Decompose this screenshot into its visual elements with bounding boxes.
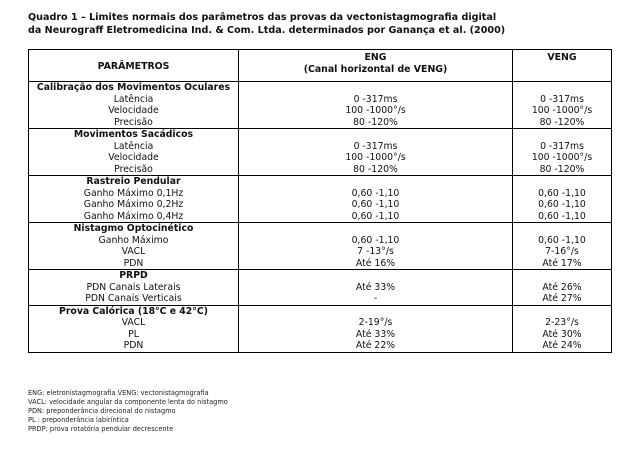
table-caption <box>28 11 608 37</box>
footnote: PRDP: prova rotatória pendular decrescente <box>28 425 174 433</box>
table-row <box>29 141 612 153</box>
header-veng: VENG <box>513 50 612 82</box>
table-row <box>29 105 612 117</box>
veng-value-cell: 0 -317ms <box>513 141 612 153</box>
parameter-cell: Velocidade <box>29 152 239 164</box>
table-row <box>29 317 612 329</box>
parameter-cell: Ganho Máximo 0,1Hz <box>29 188 239 200</box>
veng-value-cell: Até 30% <box>513 329 612 341</box>
parameter-cell: PDN <box>29 258 239 270</box>
veng-value-cell: 0,60 -1,10 <box>513 211 612 223</box>
table-row <box>29 117 612 129</box>
veng-value-cell: 0,60 -1,10 <box>513 199 612 211</box>
empty-cell <box>513 305 612 317</box>
empty-cell <box>239 223 513 235</box>
parameter-cell: Precisão <box>29 117 239 129</box>
empty-cell <box>513 176 612 188</box>
veng-value-cell: 0,60 -1,10 <box>513 188 612 200</box>
eng-value-cell: 100 -1000°/s <box>239 152 513 164</box>
veng-value-cell: 80 -120% <box>513 117 612 129</box>
table-row <box>29 235 612 247</box>
parameter-cell: Ganho Máximo 0,2Hz <box>29 199 239 211</box>
caption-line-2: da Neurograff Eletromedicina Ind. & Com. Ltda. determinados por Ganança et al. (2000) <box>28 25 506 36</box>
eng-value-cell: 7 -13°/s <box>239 246 513 258</box>
table-row <box>29 282 612 294</box>
footnote: PDN: preponderância direcional do nistagmo <box>28 407 176 415</box>
header-parameters: PARÂMETROS <box>29 50 239 82</box>
eng-value-cell: Até 16% <box>239 258 513 270</box>
empty-cell <box>239 305 513 317</box>
parameter-cell: PDN Canais Laterais <box>29 282 239 294</box>
group-header-row <box>29 305 612 317</box>
empty-cell <box>239 270 513 282</box>
header-row <box>29 50 612 82</box>
veng-value-cell: 100 -1000°/s <box>513 152 612 164</box>
eng-value-cell: 80 -120% <box>239 117 513 129</box>
veng-value-cell: 7-16°/s <box>513 246 612 258</box>
parameter-cell: Ganho Máximo 0,4Hz <box>29 211 239 223</box>
eng-value-cell: Até 33% <box>239 282 513 294</box>
table-row <box>29 329 612 341</box>
table-row <box>29 258 612 270</box>
eng-value-cell: 0,60 -1,10 <box>239 235 513 247</box>
footnotes <box>28 389 608 434</box>
parameter-cell: PDN <box>29 340 239 352</box>
group-header-row <box>29 82 612 94</box>
group-header-row <box>29 223 612 235</box>
parameter-cell: Latência <box>29 94 239 106</box>
parameters-table <box>28 49 612 353</box>
caption-line-1: Quadro 1 – Limites normais dos parâmetros das provas da vectonistagmografia digital <box>28 12 497 23</box>
parameter-cell: VACL <box>29 246 239 258</box>
eng-value-cell: 2-19°/s <box>239 317 513 329</box>
empty-cell <box>239 82 513 94</box>
empty-cell <box>513 129 612 141</box>
table-row <box>29 152 612 164</box>
veng-value-cell: 2-23°/s <box>513 317 612 329</box>
eng-value-cell: - <box>239 293 513 305</box>
veng-value-cell: Até 26% <box>513 282 612 294</box>
group-title: Nistagmo Optocinético <box>29 223 239 235</box>
parameter-cell: Precisão <box>29 164 239 176</box>
veng-value-cell: Até 27% <box>513 293 612 305</box>
group-title: Movimentos Sacádicos <box>29 129 239 141</box>
footnote: VACL: velocidade angular da componente lenta do nistagmo <box>28 398 228 406</box>
header-eng-subtitle: (Canal horizontal de VENG) <box>303 63 448 75</box>
veng-value-cell: 80 -120% <box>513 164 612 176</box>
table-row <box>29 211 612 223</box>
table-row <box>29 293 612 305</box>
table-row <box>29 188 612 200</box>
group-title: Calibração dos Movimentos Oculares <box>29 82 239 94</box>
eng-value-cell: 80 -120% <box>239 164 513 176</box>
table-row <box>29 246 612 258</box>
eng-value-cell: Até 33% <box>239 329 513 341</box>
header-eng-title: ENG <box>364 52 387 63</box>
group-title: PRPD <box>29 270 239 282</box>
veng-value-cell: 100 -1000°/s <box>513 105 612 117</box>
table-row <box>29 199 612 211</box>
parameter-cell: Ganho Máximo <box>29 235 239 247</box>
eng-value-cell: 0 -317ms <box>239 141 513 153</box>
eng-value-cell: 100 -1000°/s <box>239 105 513 117</box>
empty-cell <box>239 176 513 188</box>
footnote: PL : preponderância labiríntica <box>28 416 129 424</box>
group-title: Prova Calórica (18°C e 42°C) <box>29 305 239 317</box>
empty-cell <box>513 270 612 282</box>
footnote: ENG: eletronistagmografia VENG: vectonistagmografia <box>28 389 209 397</box>
group-title: Rastreio Pendular <box>29 176 239 188</box>
eng-value-cell: Até 22% <box>239 340 513 352</box>
group-header-row <box>29 129 612 141</box>
eng-value-cell: 0 -317ms <box>239 94 513 106</box>
eng-value-cell: 0,60 -1,10 <box>239 199 513 211</box>
eng-value-cell: 0,60 -1,10 <box>239 211 513 223</box>
parameter-cell: Velocidade <box>29 105 239 117</box>
table-row <box>29 94 612 106</box>
veng-value-cell: Até 24% <box>513 340 612 352</box>
header-eng <box>239 50 513 82</box>
group-header-row <box>29 270 612 282</box>
parameter-cell: PL <box>29 329 239 341</box>
veng-value-cell: 0,60 -1,10 <box>513 235 612 247</box>
veng-value-cell: 0 -317ms <box>513 94 612 106</box>
empty-cell <box>513 82 612 94</box>
table-row <box>29 340 612 352</box>
parameter-cell: PDN Canais Verticais <box>29 293 239 305</box>
empty-cell <box>513 223 612 235</box>
group-header-row <box>29 176 612 188</box>
eng-value-cell: 0,60 -1,10 <box>239 188 513 200</box>
empty-cell <box>239 129 513 141</box>
parameter-cell: VACL <box>29 317 239 329</box>
table-row <box>29 164 612 176</box>
veng-value-cell: Até 17% <box>513 258 612 270</box>
parameter-cell: Latência <box>29 141 239 153</box>
